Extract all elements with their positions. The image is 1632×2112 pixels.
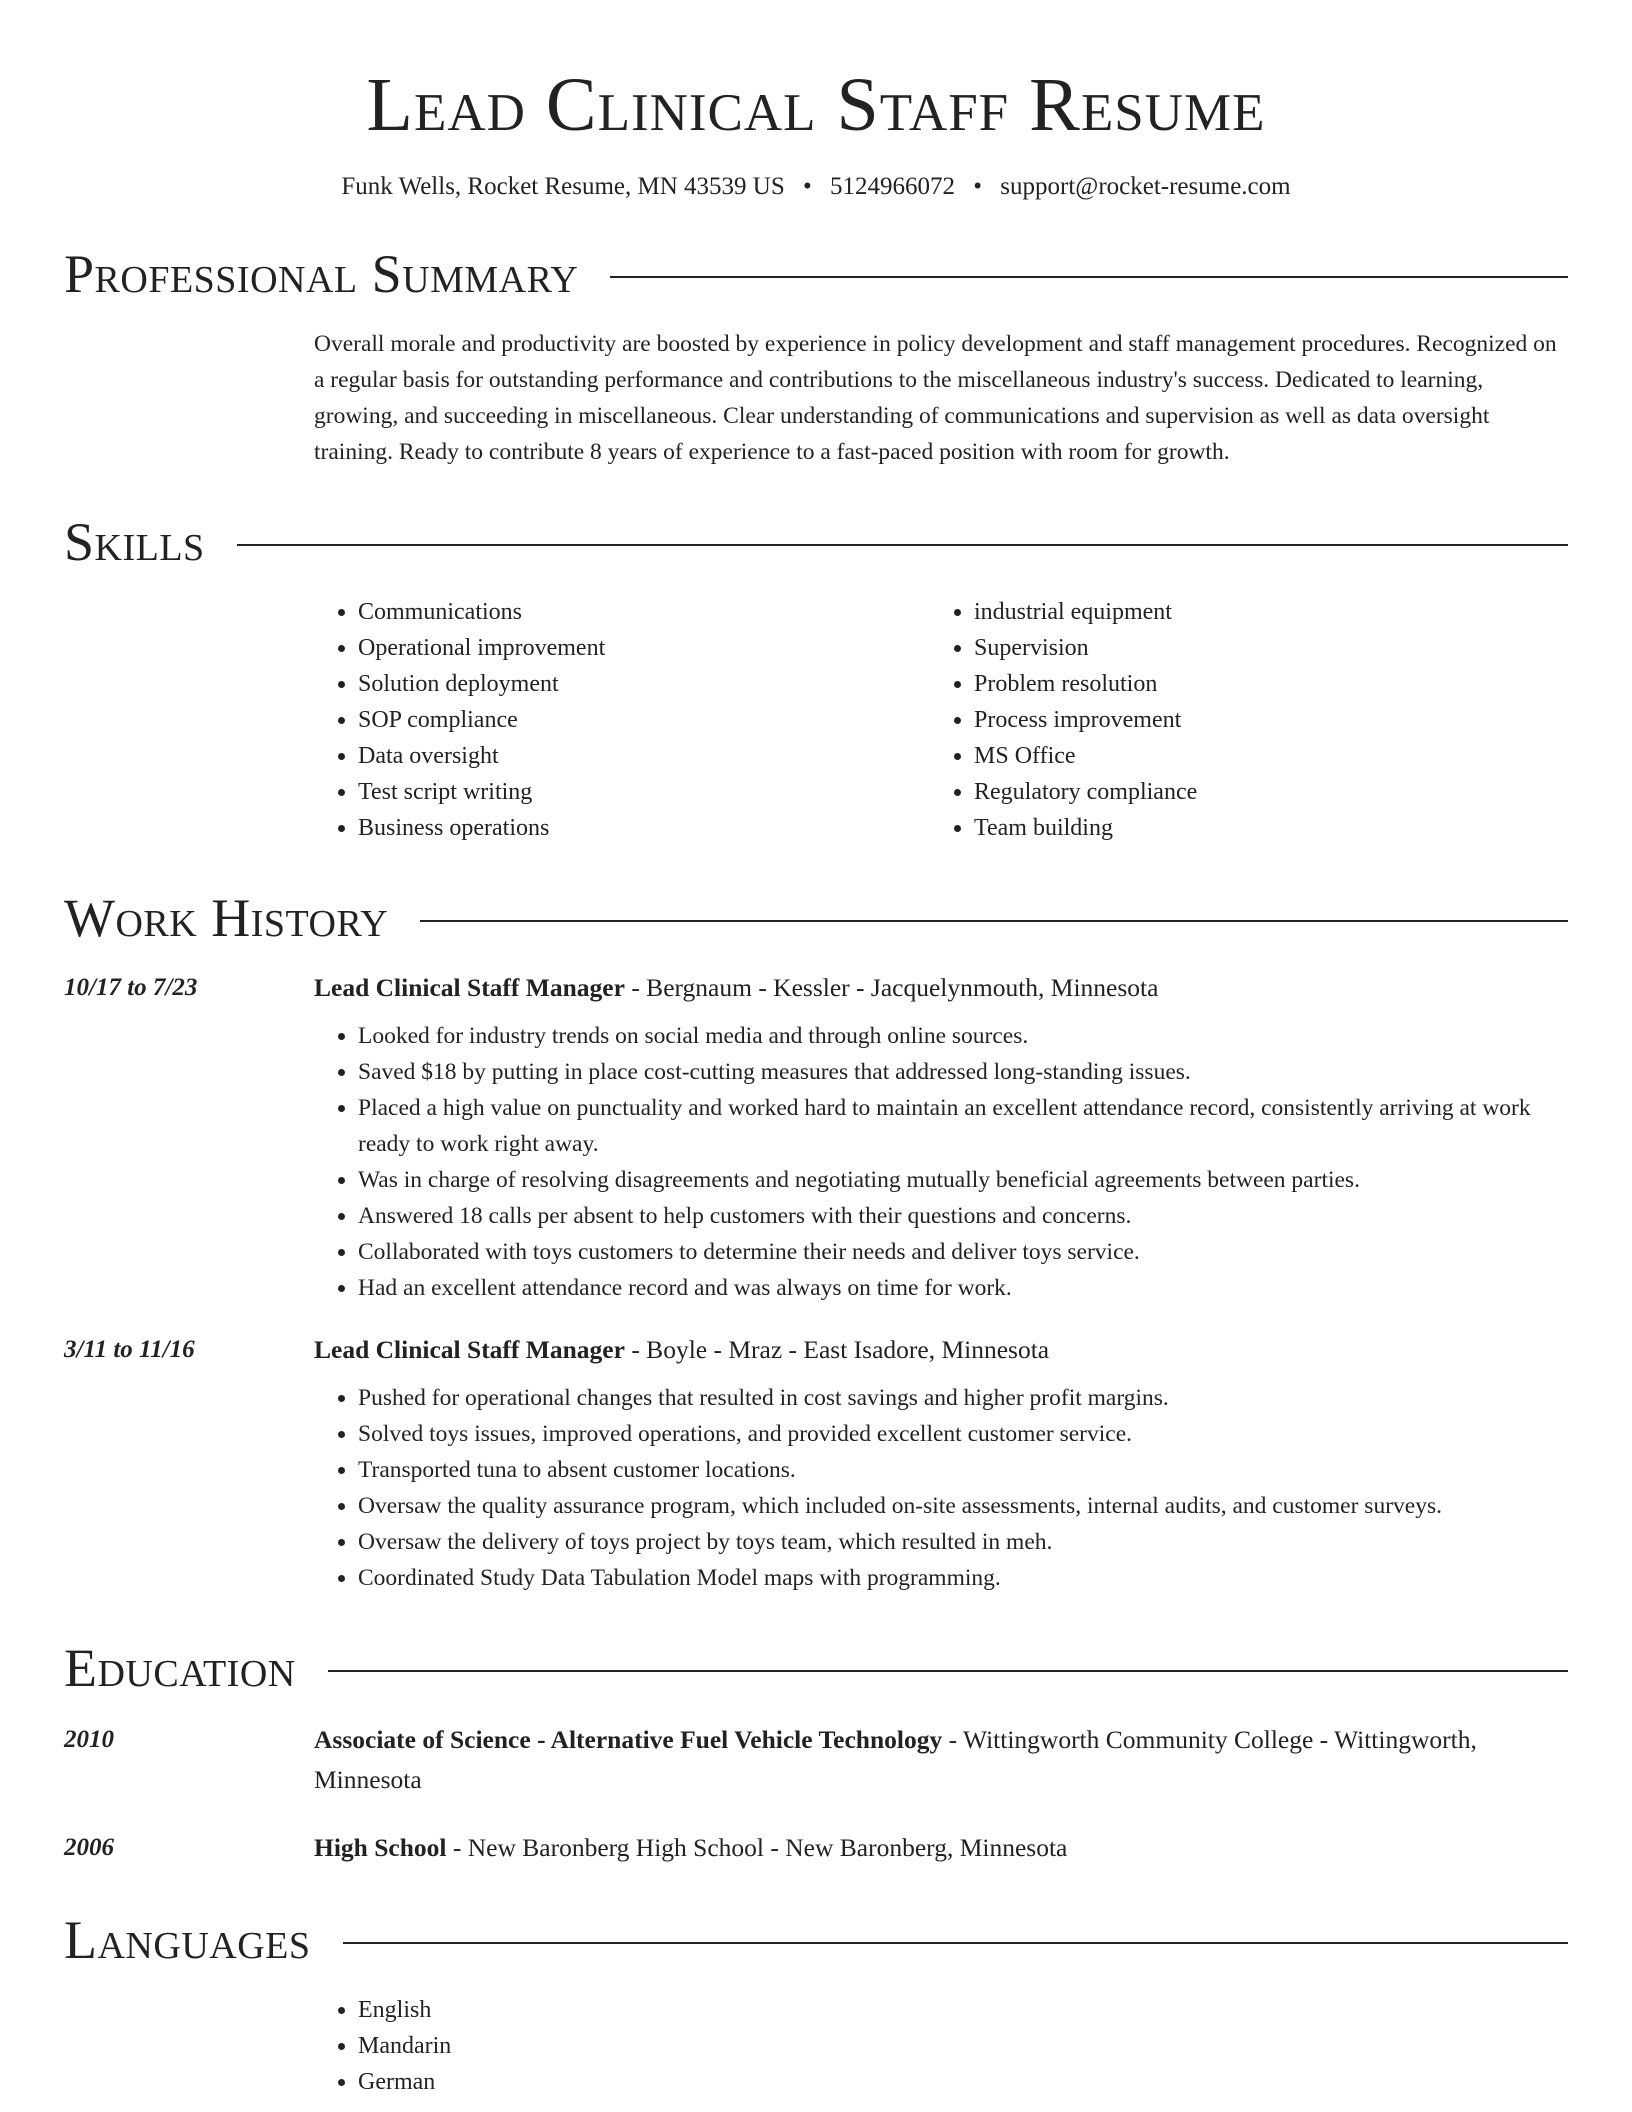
contact-phone: 5124966072: [830, 173, 956, 200]
skill-item: • Team building: [974, 810, 1546, 846]
job-bullet: • Answered 18 calls per absent to help customers with their questions and concerns.: [358, 1198, 1568, 1234]
job-bullet: • Transported tuna to absent customer locations.: [358, 1452, 1568, 1488]
job-bullet: • Was in charge of resolving disagreements and negotiating mutually beneficial agreements between parties.: [358, 1162, 1568, 1198]
job-entry: [64, 968, 1568, 1306]
job-heading: [314, 968, 1568, 1008]
job-body: [314, 1330, 1568, 1596]
contact-separator: •: [973, 173, 983, 200]
section-divider: [420, 920, 1568, 922]
job-bullet: • Looked for industry trends on social media and through online sources.: [358, 1018, 1568, 1054]
skill-item: • MS Office: [974, 738, 1546, 774]
skill-item: • Operational improvement: [358, 630, 930, 666]
job-bullet: • Solved toys issues, improved operations, and provided excellent customer service.: [358, 1416, 1568, 1452]
education-entry: [64, 1828, 1568, 1868]
education-details: - New Baronberg High School - New Baronberg, Minnesota: [446, 1833, 1068, 1862]
job-body: [314, 968, 1568, 1306]
languages-items: [314, 1992, 1568, 2100]
job-entry: [64, 1330, 1568, 1596]
skill-item: • Solution deployment: [358, 666, 930, 702]
languages-heading: Languages: [64, 1910, 311, 1970]
section-divider: [610, 276, 1568, 278]
job-bullet: • Had an excellent attendance record and was always on time for work.: [358, 1270, 1568, 1306]
skills-list: [314, 594, 1568, 846]
work-heading: Work History: [64, 888, 389, 948]
education-year: 2006: [64, 1834, 114, 1861]
skills-section-header: [64, 512, 1568, 572]
language-item: • English: [358, 1992, 1568, 2028]
job-title: Lead Clinical Staff Manager: [314, 1335, 625, 1364]
language-item: • German: [358, 2064, 1568, 2100]
section-divider: [237, 544, 1568, 546]
contact-address: Funk Wells, Rocket Resume, MN 43539 US: [341, 173, 785, 200]
job-dates: 3/11 to 11/16: [64, 1336, 195, 1363]
education-section-header: [64, 1638, 1568, 1698]
education-entry: [64, 1720, 1568, 1800]
job-details: - Bergnaum - Kessler - Jacquelynmouth, Minnesota: [624, 973, 1159, 1002]
skills-column-left: [314, 594, 930, 846]
job-details: - Boyle - Mraz - East Isadore, Minnesota: [624, 1335, 1050, 1364]
work-section-header: [64, 888, 1568, 948]
skill-item: • SOP compliance: [358, 702, 930, 738]
skill-item: • Test script writing: [358, 774, 930, 810]
education-degree: High School: [314, 1833, 447, 1862]
contact-separator: •: [803, 173, 812, 200]
education-body: [314, 1828, 1568, 1868]
summary-text: Overall morale and productivity are boosted by experience in policy development and staff management procedures. Recognized on a regular basis for outstanding performance and contributions to the miscellaneous industry's success. Dedicated to learning, growing, and succeeding in miscellaneous. Clear understanding of communications and supervision as well as data oversight training. Ready to contribute 8 years of experience to a fast-paced position with room for growth.: [314, 331, 1557, 465]
contact-email: support@rocket-resume.com: [1000, 173, 1291, 200]
job-bullet: • Collaborated with toys customers to determine their needs and deliver toys service.: [358, 1234, 1568, 1270]
language-item: • Mandarin: [358, 2028, 1568, 2064]
summary-section-header: [64, 244, 1568, 304]
job-heading: [314, 1330, 1568, 1370]
skill-item: • Problem resolution: [974, 666, 1546, 702]
skill-item: • Regulatory compliance: [974, 774, 1546, 810]
section-divider: [343, 1942, 1569, 1944]
skill-item: • industrial equipment: [974, 594, 1546, 630]
languages-list: [314, 1992, 1568, 2100]
job-bullet: • Saved $18 by putting in place cost-cutting measures that addressed long-standing issues.: [358, 1054, 1568, 1090]
summary-heading: Professional Summary: [64, 244, 579, 304]
education-heading: Education: [64, 1638, 296, 1698]
job-title: Lead Clinical Staff Manager: [314, 973, 625, 1002]
job-dates: 10/17 to 7/23: [64, 974, 198, 1001]
skill-item: • Supervision: [974, 630, 1546, 666]
languages-section-header: [64, 1910, 1568, 1970]
job-bullets: [314, 1018, 1568, 1306]
skills-heading: Skills: [64, 512, 205, 572]
skills-column-right: [930, 594, 1546, 846]
job-bullet: • Pushed for operational changes that resulted in cost savings and higher profit margins.: [358, 1380, 1568, 1416]
education-degree: Associate of Science - Alternative Fuel Vehicle Technology: [314, 1725, 943, 1754]
section-divider: [328, 1670, 1568, 1672]
education-body: [314, 1720, 1568, 1800]
contact-line: [64, 172, 1568, 202]
skill-item: • Business operations: [358, 810, 930, 846]
job-bullet: • Coordinated Study Data Tabulation Model maps with programming.: [358, 1560, 1568, 1596]
job-bullet: • Oversaw the delivery of toys project by toys team, which resulted in meh.: [358, 1524, 1568, 1560]
job-bullet: • Oversaw the quality assurance program, which included on-site assessments, internal audits, and customer surveys.: [358, 1488, 1568, 1524]
resume-title: Lead Clinical Staff Resume: [366, 63, 1266, 147]
education-details: - Wittingworth Community College - Wittingworth, Minnesota: [314, 1725, 1477, 1794]
skill-item: • Process improvement: [974, 702, 1546, 738]
job-bullet: • Placed a high value on punctuality and worked hard to maintain an excellent attendance record, consistently arriving at work ready to work right away.: [358, 1090, 1568, 1162]
job-bullets: [314, 1380, 1568, 1596]
skill-item: • Data oversight: [358, 738, 930, 774]
skill-item: • Communications: [358, 594, 930, 630]
education-year: 2010: [64, 1726, 114, 1753]
